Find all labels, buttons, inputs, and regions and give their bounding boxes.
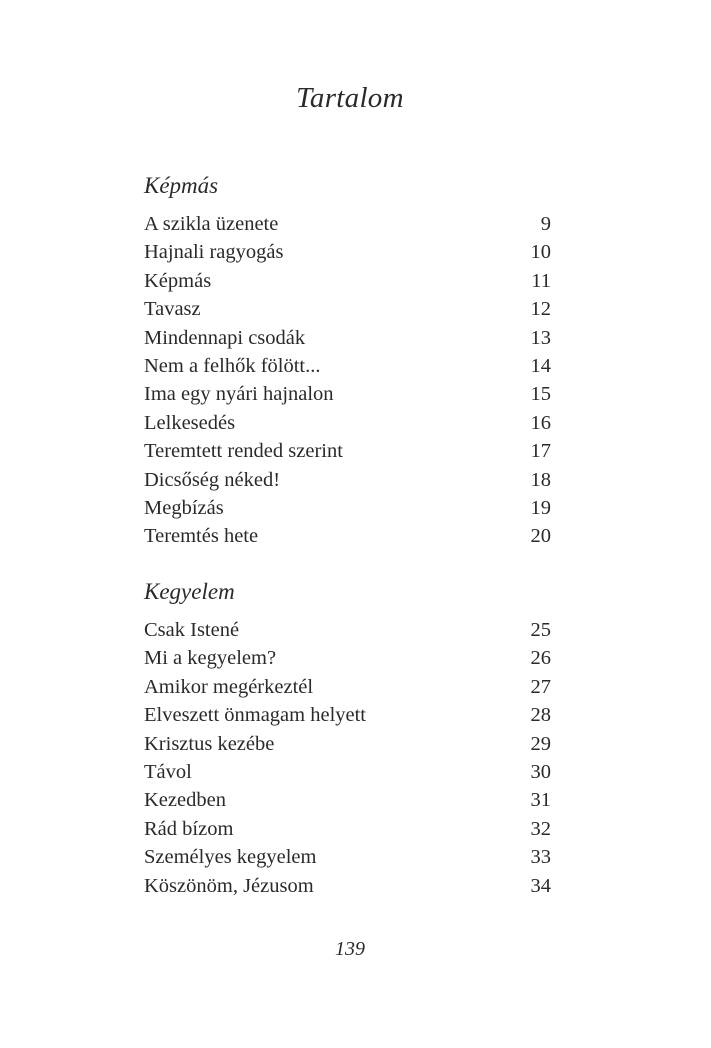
entry-page-number: 30 (530, 760, 551, 783)
toc-section (144, 171, 551, 551)
toc-entry (144, 730, 551, 758)
entry-title: Teremtés hete (144, 525, 259, 548)
entry-title: Távol (144, 760, 192, 783)
entry-title: Mindennapi csodák (144, 326, 306, 349)
entry-page-number: 31 (530, 789, 551, 812)
entry-title: Tavasz (144, 298, 201, 321)
entry-title: A szikla üzenete (144, 213, 279, 235)
entry-page-number: 18 (530, 468, 551, 491)
entry-title: Elveszett önmagam helyett (144, 704, 367, 727)
toc-entry (144, 701, 551, 729)
toc-entry (144, 295, 551, 323)
entry-page-number: 25 (530, 619, 551, 641)
toc-entry (144, 644, 551, 672)
entry-title: Kezedben (144, 789, 226, 812)
entry-page-number: 12 (530, 298, 551, 321)
entry-page-number: 29 (530, 732, 551, 755)
toc-entry (144, 872, 551, 900)
toc-entry (144, 758, 551, 786)
toc-entry (144, 267, 551, 295)
entry-title: Rád bízom (144, 817, 234, 840)
toc-entry (144, 786, 551, 814)
entry-page-number: 27 (530, 675, 551, 698)
entry-title: Teremtett rended szerint (144, 440, 343, 463)
toc-entry (144, 352, 551, 380)
entry-title: Személyes kegyelem (144, 846, 317, 869)
toc-entry (144, 466, 551, 494)
toc-entry (144, 815, 551, 843)
section-heading: Képmás (144, 173, 219, 198)
toc-section (144, 577, 551, 900)
entry-page-number: 9 (540, 213, 551, 235)
entry-page-number: 20 (530, 525, 551, 548)
entry-title: Képmás (144, 269, 212, 292)
entry-page-number: 15 (530, 383, 551, 406)
entry-title: Lelkesedés (144, 411, 236, 434)
toc-entry (144, 673, 551, 701)
entry-title: Nem a felhők fölött... (144, 354, 321, 377)
toc-entry (144, 380, 551, 408)
entry-title: Mi a kegyelem? (144, 647, 277, 670)
toc-entry (144, 409, 551, 437)
entry-page-number: 19 (530, 496, 551, 519)
entry-page-number: 10 (530, 241, 551, 264)
toc-entry (144, 843, 551, 871)
entry-page-number: 17 (530, 440, 551, 463)
section-heading: Kegyelem (144, 579, 235, 604)
toc-entry (144, 494, 551, 522)
toc-entry (144, 238, 551, 266)
entry-title: Dicsőség néked! (144, 468, 281, 491)
toc-entry (144, 324, 551, 352)
entry-title: Csak Istené (144, 619, 240, 641)
entry-page-number: 32 (530, 817, 551, 840)
toc-entry (144, 616, 551, 644)
toc-list (144, 616, 551, 900)
entry-page-number: 28 (530, 704, 551, 727)
entry-page-number: 14 (530, 354, 551, 377)
entry-page-number: 16 (530, 411, 551, 434)
entry-title: Hajnali ragyogás (144, 241, 284, 264)
entry-page-number: 11 (531, 269, 551, 292)
entry-title: Amikor megérkeztél (144, 675, 314, 698)
entry-title: Ima egy nyári hajnalon (144, 383, 334, 406)
toc-entry (144, 522, 551, 550)
entry-title: Krisztus kezébe (144, 732, 275, 755)
toc-list (144, 210, 551, 551)
entry-page-number: 13 (530, 326, 551, 349)
page-title: Tartalom (296, 82, 404, 114)
entry-page-number: 34 (530, 874, 551, 897)
toc-entry (144, 437, 551, 465)
entry-page-number: 26 (530, 647, 551, 670)
toc-entry (144, 210, 551, 238)
entry-page-number: 33 (530, 846, 551, 869)
entry-title: Köszönöm, Jézusom (144, 874, 314, 897)
page-number: 139 (335, 938, 365, 960)
entry-title: Megbízás (144, 496, 224, 519)
